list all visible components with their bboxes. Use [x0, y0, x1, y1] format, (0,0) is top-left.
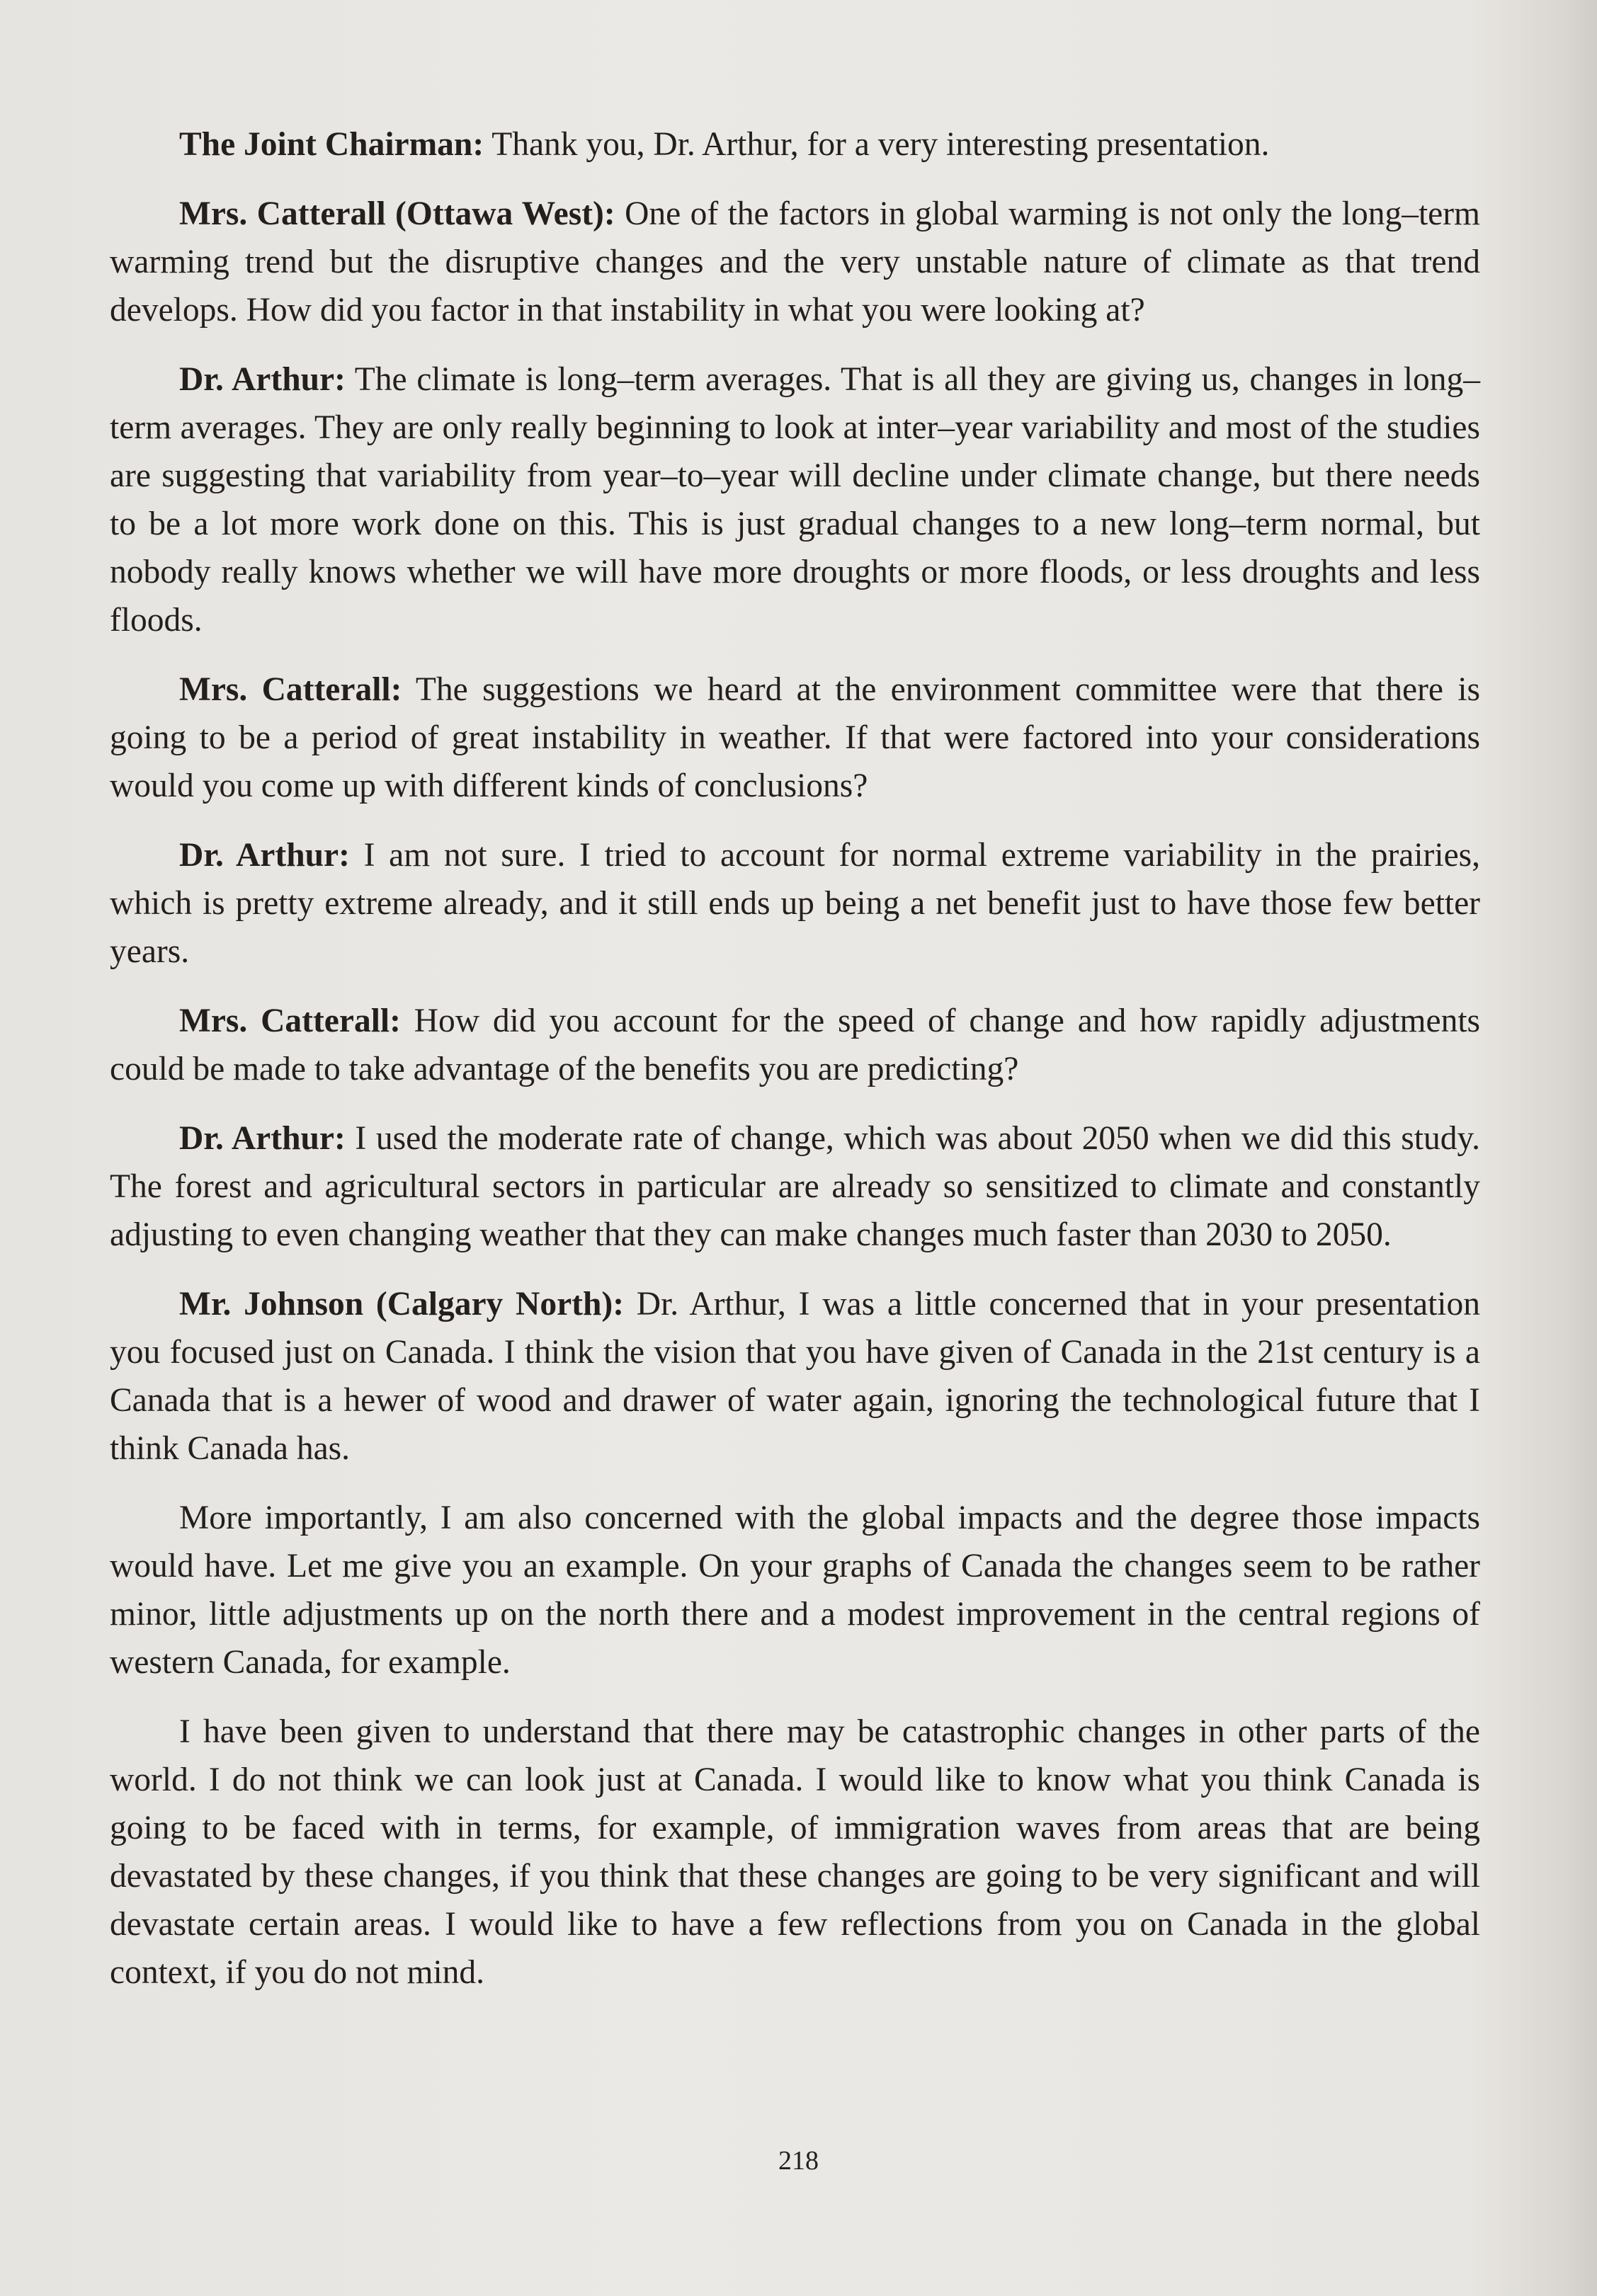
speaker-label: The Joint Chairman:	[179, 126, 484, 163]
speaker-label: Dr. Arthur:	[179, 837, 350, 874]
paragraph-johnson-2	[110, 1494, 1480, 1686]
speaker-label: Mrs. Catterall:	[179, 671, 402, 708]
paragraph-arthur-3	[110, 1114, 1480, 1259]
paragraph-text: I used the moderate rate of change, which was about 2050 when we did this study. The forest and agricultural sectors in particular are already so sensitized to climate and constantly adjusting to even changing weather that they can make changes much faster than 2030 to 2050.	[110, 1120, 1480, 1253]
speaker-label: Mrs. Catterall:	[179, 1003, 401, 1039]
paragraph-arthur-2	[110, 831, 1480, 976]
paragraph-text: More importantly, I am also concerned with the global impacts and the degree those impacts would have. Let me give you an example. On your graphs of Canada the changes seem to be rather minor, little adjustments up on the north there and a modest improvement in the central regions of western Canada, for example.	[110, 1500, 1480, 1681]
speaker-label: Mrs. Catterall (Ottawa West):	[179, 195, 615, 232]
paragraph-text: The suggestions we heard at the environment committee were that there is going to be a period of great instability in weather. If that were factored into your considerations would you come up with different kinds of conclusions?	[110, 671, 1480, 804]
paragraph-johnson-1	[110, 1280, 1480, 1473]
paragraph-text: Thank you, Dr. Arthur, for a very interesting presentation.	[484, 126, 1270, 163]
paragraph-arthur-1	[110, 355, 1480, 644]
speaker-label: Dr. Arthur:	[179, 1120, 346, 1157]
paragraph-text: I am not sure. I tried to account for normal extreme variability in the prairies, which is pretty extreme already, and it still ends up being a net benefit just to have those few better years.	[110, 837, 1481, 970]
paragraph-text: The climate is long–term averages. That is all they are giving us, changes in long–term averages. They are only really beginning to look at inter–year variability and most of the studies are suggesting that variability from year–to–year will decline under climate change, but there needs to be a lot more work done on this. This is just gradual changes to a new long–term normal, but nobody really knows whether we will have more droughts or more floods, or less droughts and less floods.	[110, 361, 1481, 639]
paragraph-joint-chairman	[110, 120, 1480, 169]
paragraph-text: Dr. Arthur, I was a little concerned that in your presentation you focused just on Canada. I think the vision that you have given of Canada in the 21st century is a Canada that is a hewer of wood and drawer of water again, ignoring the technological future that I think Canada has.	[110, 1286, 1480, 1467]
paragraph-johnson-3	[110, 1708, 1480, 1997]
paragraph-catterall-3	[110, 997, 1480, 1093]
paragraph-catterall-1	[110, 190, 1480, 334]
transcript-body	[110, 120, 1480, 2018]
paragraph-text: I have been given to understand that there may be catastrophic changes in other parts of the world. I do not think we can look just at Canada. I would like to know what you think Canada is going to be faced with in terms, for example, of immigration waves from areas that are being devastated by these changes, if you think that these changes are going to be very significant and will devastate certain areas. I would like to have a few reflections from you on Canada in the global context, if you do not mind.	[110, 1713, 1480, 1991]
speaker-label: Dr. Arthur:	[179, 361, 346, 398]
page-number: 218	[778, 2146, 819, 2176]
paragraph-catterall-2	[110, 666, 1480, 810]
paragraph-text: One of the factors in global warming is not only the long–term warming trend but the disruptive changes and the very unstable nature of climate as that trend develops. How did you factor in that instability in what you were looking at?	[110, 195, 1480, 329]
paragraph-text: How did you account for the speed of change and how rapidly adjustments could be made to take advantage of the benefits you are predicting?	[110, 1003, 1480, 1087]
speaker-label: Mr. Johnson (Calgary North):	[179, 1286, 625, 1323]
